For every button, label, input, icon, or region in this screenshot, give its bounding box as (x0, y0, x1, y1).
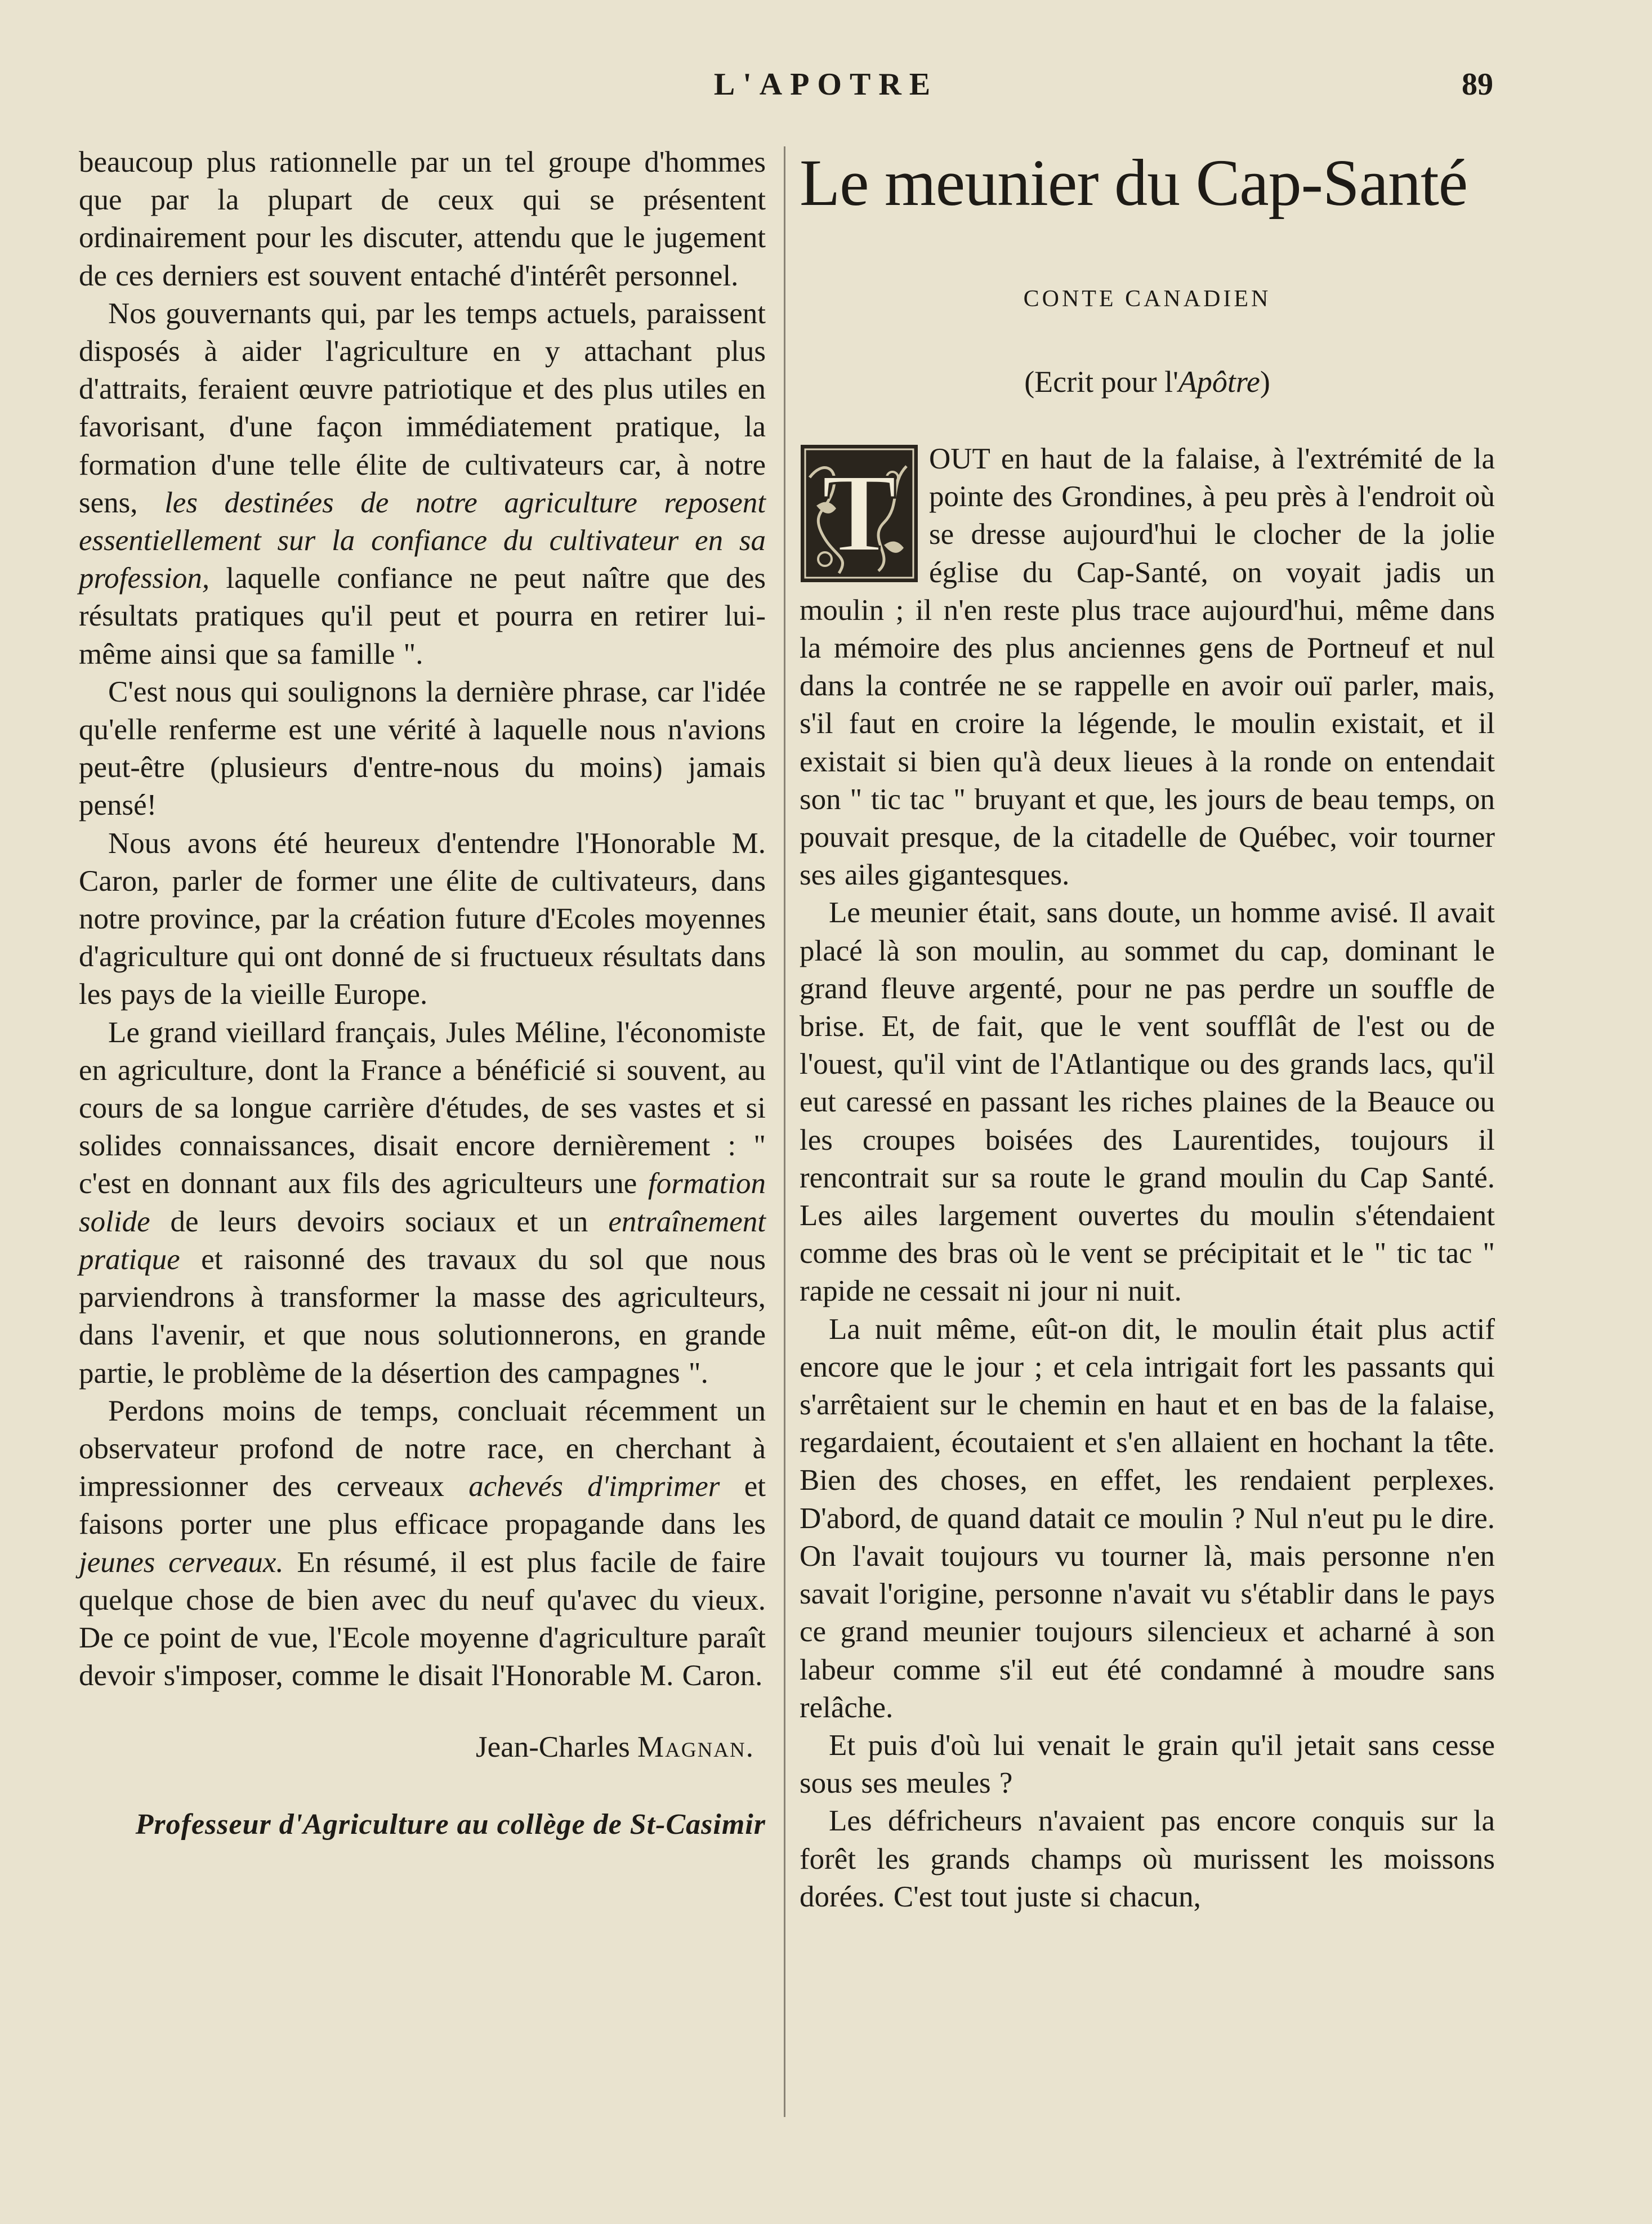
ornamental-dropcap-icon (800, 444, 919, 583)
left-column (79, 144, 766, 1843)
emphasis-text: jeunes cerveaux. (79, 1546, 284, 1579)
paragraph-text: et raisonné des travaux du sol que nous parviendrons à transformer la masse des agriculteurs, dans l'avenir, et que nous solutionnerons, en grande partie, le problème de la désertion des campagnes ". (79, 1243, 766, 1390)
paragraph-text: beaucoup plus rationnelle par un tel groupe d'hommes que par la plupart de ceux qui se présentent ordinairement pour les discuter, attendu que le jugement de ces derniers est souvent entaché d'intérêt personnel. (79, 146, 766, 292)
left-paragraph (79, 1392, 766, 1695)
column-rule (784, 146, 785, 2117)
author-last-name: Magnan. (637, 1731, 754, 1764)
written-for-suffix: ) (1260, 365, 1270, 399)
story-paragraph: Le meunier était, sans doute, un homme avisé. Il avait placé là son moulin, au sommet du cap, dominant le grand fleuve argenté, pour ne pas perdre un souffle de brise. Et, de fait, que le vent soufflât de l'est ou de l'ouest, qu'il vint de l'Atlantique ou des grands lacs, qu'il eut caressé en passant les riches plaines de la Beauce ou les croupes boisées des Laurentides, toujours il rencontrait sur sa route le grand moulin du Cap Santé. Les ailes largement ouvertes du moulin s'étendaient comme des bras où le vent se précipitait et le " tic tac " rapide ne cessait ni jour ni nuit. (800, 896, 1495, 1308)
emphasis-text: entraînement pratique (79, 1205, 766, 1276)
written-for-journal: Apôtre (1178, 365, 1260, 399)
story-opening (800, 440, 1495, 894)
story-paragraph: Les défricheurs n'avaient pas encore conquis sur la forêt les grands champs où murissent les moissons dorées. C'est tout juste si chacun, (800, 1805, 1495, 1913)
emphasis-text: achevés d'imprimer (468, 1470, 720, 1503)
dropcap-letter: T (821, 451, 897, 575)
paragraph-text: de leurs devoirs sociaux et un (150, 1205, 609, 1238)
author-first-name: Jean-Charles (476, 1731, 638, 1764)
paragraph-text: Nos gouvernants qui, par les temps actuels, paraissent disposés à aider l'agriculture en y attachant plus d'attraits, feraient œuvre patriotique et des plus utiles en favorisant, d'une façon immédiatement pratique, la formation d'une telle élite de cultivateurs car, à notre sens, (79, 297, 766, 519)
right-column (800, 144, 1495, 1916)
written-for-line (800, 363, 1495, 401)
written-for-prefix: (Ecrit pour l' (1024, 365, 1178, 399)
paragraph-text: Perdons moins de temps, concluait récemment un observateur profond de notre race, en cherchant à impressionner des cerveaux (79, 1394, 766, 1503)
paragraph-text: et faisons porter une plus efficace propagande dans les (79, 1470, 766, 1541)
paragraph-text: C'est nous qui soulignons la dernière phrase, car l'idée qu'elle renferme est une vérité à laquelle nous n'avions peut-être (plusieurs d'entre-nous du moins) jamais pensé! (79, 675, 766, 822)
author-signature (79, 1729, 766, 1766)
emphasis-text: formation solide (79, 1167, 766, 1238)
left-paragraph (79, 1014, 766, 1392)
paragraph-text: Nous avons été heureux d'entendre l'Honorable M. Caron, parler de former une élite de cultivateurs, dans notre province, par la création future d'Ecoles moyennes d'agriculture qui ont donné de si fructueux résultats dans les pays de la vieille Europe. (79, 827, 766, 1011)
paragraph-text: Le grand vieillard français, Jules Méline, l'économiste en agriculture, dont la France a bénéficié si souvent, au cours de sa longue carrière d'études, de ses vastes et si solides connaissances, disait encore dernièrement : " c'est en donnant aux fils des agriculteurs une (79, 1016, 766, 1200)
left-paragraph (79, 295, 766, 673)
left-paragraph (79, 825, 766, 1014)
right-column-body (800, 894, 1495, 1915)
left-paragraph (79, 144, 766, 295)
article-subtitle: CONTE CANADIEN (1023, 286, 1271, 312)
paragraph-text: En résumé, il est plus facile de faire quelque chose de bien avec du neuf qu'avec du vieux. De ce point de vue, l'Ecole moyenne d'agriculture paraît devoir s'imposer, comme le disait l'Honorable M. Caron. (79, 1546, 766, 1692)
author-affiliation: Professeur d'Agriculture au collège de St-Casimir (135, 1808, 766, 1841)
story-first-paragraph: OUT en haut de la falaise, à l'extrémité de la pointe des Grondines, à peu près à l'endroit où se dresse aujourd'hui le clocher de la jolie église du Cap-Santé, on voyait jadis un moulin ; il n'en reste plus trace aujourd'hui, même dans la mémoire des plus anciennes gens de Portneuf et nul dans la contrée ne se rappelle en avoir ouï parler, mais, s'il faut en croire la légende, le moulin existait, et il existait si bien qu'à deux lieues à la ronde on entendait son " tic tac " bruyant et que, les jours de beau temps, on pouvait presque, de la citadelle de Québec, voir tourner ses ailes gigantesques. (800, 443, 1495, 892)
emphasis-text: les destinées de notre agriculture reposent essentiellement sur la confiance du cultivateur en sa profession, (79, 486, 766, 595)
story-paragraph: Et puis d'où lui venait le grain qu'il jetait sans cesse sous ses meules ? (800, 1729, 1495, 1800)
article-title: Le meunier du Cap-Santé (800, 146, 1468, 220)
page-number: 89 (1462, 67, 1493, 102)
story-paragraph: La nuit même, eût-on dit, le moulin était plus actif encore que le jour ; et cela intrigait fort les passants qui s'arrêtaient sur le chemin en haut et en bas de la falaise, regardaient, écoutaient et s'en allaient en hochant la tête. Bien des choses, en effet, les rendaient perplexes. D'abord, de quand datait ce moulin ? Nul n'eut pu le dire. On l'avait toujours vu tourner là, mais personne n'en savait l'origine, personne n'avait vu s'établir dans le pays ce grand meunier toujours silencieux et acharné à son labeur comme s'il eut été condamné à moudre sans relâche. (800, 1312, 1495, 1724)
left-column-body (79, 144, 766, 1695)
left-paragraph (79, 673, 766, 825)
running-title: L'APOTRE (713, 67, 939, 102)
paragraph-text: laquelle confiance ne peut naître que des résultats pratiques qu'il peut et pourra en retirer lui-même ainsi que sa famille ". (79, 562, 766, 671)
